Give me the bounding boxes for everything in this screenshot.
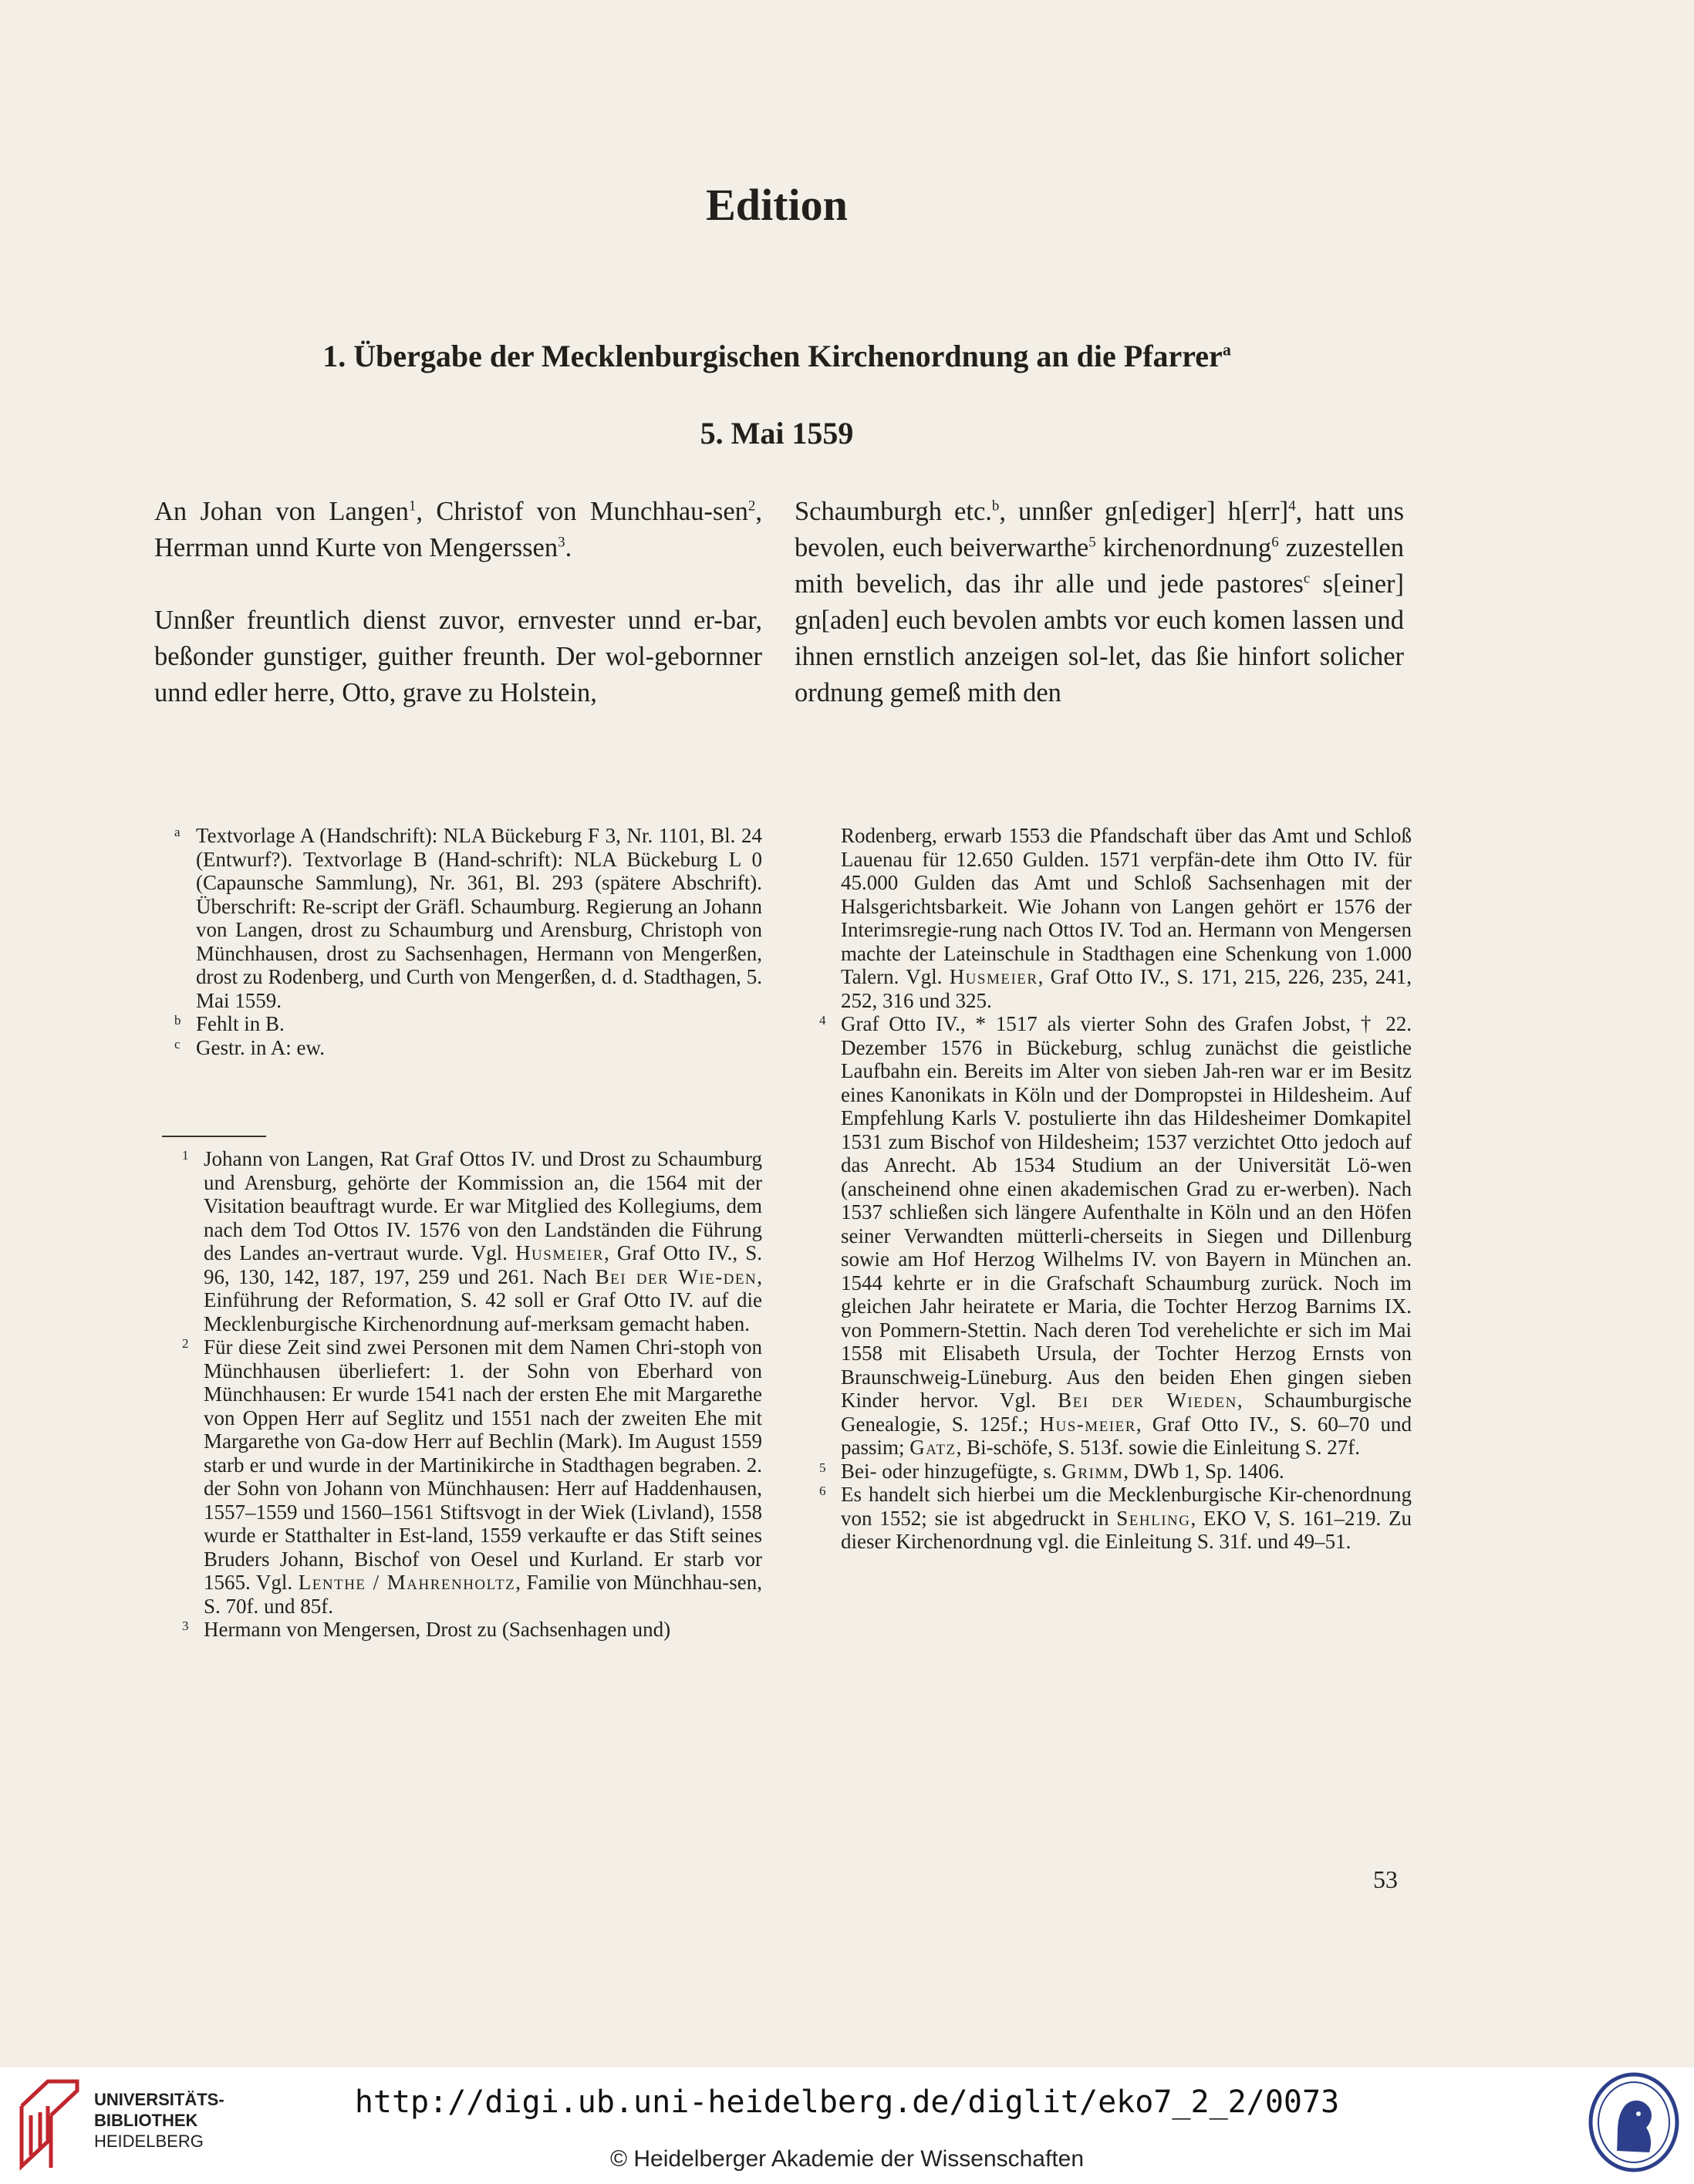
body-part: Schaumburgh etc. <box>795 497 992 526</box>
footnote-text: Bei- oder hinzugefügte, s. <box>841 1459 1057 1483</box>
footnote-1 <box>182 1147 762 1335</box>
footnote-5 <box>819 1460 1412 1484</box>
footnote-b <box>174 1012 762 1036</box>
body-part: kirchenordnung <box>1095 533 1272 562</box>
footnote-c <box>174 1036 762 1060</box>
footnote-2 <box>182 1335 762 1618</box>
body-part: s[einer] gn[aden] euch bevolen ambts vor euch komen lassen und ihnen ernstlich anzeigen sol-let, das ßie hinfort solicher ordnung gemeß mith den <box>795 569 1404 707</box>
footnote-text: Es handelt sich hierbei um die Mecklenburgische Kir-chenordnung von 1552; sie ist abgedruckt in <box>841 1483 1412 1530</box>
address-part: , Herrman unnd Kurte von Mengerssen <box>154 497 762 562</box>
section-title <box>0 338 1554 374</box>
footnote-ref: 4 <box>1288 498 1296 515</box>
footnote-divider <box>162 1136 266 1137</box>
author-name: Gatz <box>909 1436 957 1459</box>
footnote-text: Johann von Langen, Rat Graf Ottos IV. und Drost zu Schaumburg und Arensburg, gehörte der Kommission an, die 1564 mit der Visitation beauftragt wurde. Er war Mitglied des Kollegiums, dem nach dem Tod Ottos IV. 1576 von den Landständen die Führung des Landes an-vertraut wurde. Vgl. <box>204 1147 762 1264</box>
document-date: 5. Mai 1559 <box>700 416 854 451</box>
footnote-mark: a <box>174 825 181 839</box>
academy-seal[interactable] <box>1588 2072 1680 2172</box>
footnote-ref: 3 <box>558 534 565 551</box>
permalink-url[interactable]: http://digi.ub.uni-heidelberg.de/diglit/eko7_2_2/0073 <box>354 2084 1340 2120</box>
footnotes-right-column <box>819 824 1412 1554</box>
author-name: Sehling <box>1116 1506 1191 1530</box>
author-name: Husmeier <box>949 965 1038 988</box>
body-part: , hatt uns bevolen, euch beiverwarthe <box>795 497 1404 562</box>
section-title-text: 1. Übergabe der Mecklenburgischen Kirchenordnung an die Pfarrer <box>322 339 1223 373</box>
page-title: Edition <box>706 180 848 230</box>
copyright-notice: © Heidelberger Akademie der Wissenschaften <box>609 2146 1085 2172</box>
address-part: An Johan von Langen <box>154 497 409 526</box>
footnote-text: , Schaumburgische Genealogie, S. 125f.; <box>841 1389 1412 1436</box>
footnote-text: Hermann von Mengersen, Drost zu (Sachsenhagen und) <box>204 1618 671 1641</box>
footnote-a <box>174 824 762 1012</box>
library-name-line: UNIVERSITÄTS- <box>94 2090 224 2109</box>
address-line <box>154 494 762 566</box>
footnote-6 <box>819 1483 1412 1554</box>
footnote-ref: c <box>1303 570 1311 587</box>
footnote-text: , Bi-schöfe, S. 513f. sowie die Einleitung S. 27f. <box>956 1436 1361 1459</box>
body-part: , unnßer gn[ediger] h[err] <box>999 497 1289 526</box>
footnote-text: Gestr. in A: ew. <box>196 1035 325 1059</box>
library-name-line: HEIDELBERG <box>94 2132 204 2151</box>
footnote-mark: 4 <box>819 1013 826 1028</box>
author-name: Lenthe / Mahrenholtz <box>298 1571 516 1594</box>
footnote-mark: 6 <box>819 1484 826 1498</box>
footnote-ref: 5 <box>1088 534 1096 551</box>
footnote-text: Textvorlage A (Handschrift): NLA Bückeburg F 3, Nr. 1101, Bl. 24 (Entwurf?). Textvorlage B (Hand-schrift): NLA Bückeburg L 0 (Capaunsche Sammlung), Nr. 361, Bl. 293 (spätere Abschrift). Überschrift: Re-script der Gräfl. Schaumburg. Regierung an Johann von Langen, drost zu Schaumburg und Arensburg, Christoph von Münchhausen, drost zu Sachsenhagen, Hermann von Mengerßen, drost zu Rodenberg, und Curth von Mengerßen, d. d. Stadthagen, 5. Mai 1559. <box>196 824 762 1012</box>
footnote-text: , Einführung der Reformation, S. 42 soll er Graf Otto IV. auf die Mecklenburgische Kirchenordnung auf-merksam gemacht haben. <box>204 1264 762 1335</box>
footnote-ref: b <box>991 498 1000 515</box>
letter-paragraph: Unnßer freuntlich dienst zuvor, ernvester unnd er-bar, beßonder gunstiger, guither freunth. Der wol-gebornner unnd edler herre, Otto, grave zu Holstein, <box>154 606 762 707</box>
footnote-mark: 2 <box>182 1336 189 1351</box>
footnote-3 <box>182 1618 762 1642</box>
footnote-text: , Familie von Münchhau-sen, S. 70f. und 85f. <box>204 1571 763 1618</box>
body-part: zuzestellen mith bevelich, das ihr alle und jede pastores <box>795 533 1404 599</box>
author-name: Bei der Wieden <box>1058 1389 1237 1412</box>
footnote-text: Graf Otto IV., * 1517 als vierter Sohn des Grafen Jobst, † 22. Dezember 1576 in Bückeburg, schlug zunächst die geistliche Laufbahn ein. Bereits im Alter von sieben Jah-ren war er im Besitz eines Kanonikats in Köln und der Dompropstei in Hildesheim. Auf Empfehlung Karls V. postulierte ihn das Hildesheimer Domkapitel 1531 zum Bischof von Hildesheim; 1537 verzichtet Otto jedoch auf das Anrecht. Ab 1534 Studium an der Universität Lö-wen (anscheinend ohne einen akademischen Grad zu er-werben). Nach 1537 schließen sich längere Aufenthalte in Köln und an den Höfen seiner Verwandten mütterli-cherseits in Siegen und Dillenburg sowie am Hof Herzog Wilhelms IV. von Bayern in München an. 1544 kehrte er in die Grafschaft Schaumburg zurück. Noch im gleichen Jahr heiratete er Maria, die Tochter Herzog Barnims IX. von Pommern-Stettin. Nach deren Tod verehelichte er sich im Mai 1558 mit Elisabeth Ursula, der Tochter Herzog Ernsts von Braunschweig-Lüneburg. Aus den beiden Ehen gingen sieben Kinder hervor. Vgl. <box>841 1012 1412 1412</box>
section-footnote-mark: a <box>1222 339 1231 359</box>
address-part: . <box>565 533 572 562</box>
show-through-text <box>586 93 593 122</box>
page-number: 53 <box>1373 1865 1398 1893</box>
footnotes-left-numbered <box>182 1147 762 1642</box>
body-left-column <box>154 494 762 711</box>
footnote-text: Rodenberg, erwarb 1553 die Pfandschaft über das Amt und Schloß Lauenau für 12.650 Gulden. 1571 verpfän-dete ihm Otto IV. für 45.000 Gulden das Amt und Schloß Sachsenhagen mit der Halsgerichtsbarkeit. Wie Johann von Langen gehört er 1576 der Interimsregie-rung nach Ottos IV. Tod an. Hermann von Mengersen machte der Lateinschule in Stadthagen eine Schenkung von 1.000 Talern. Vgl. <box>841 824 1412 988</box>
footnotes-left-column <box>174 824 762 1059</box>
body-right-column <box>795 494 1404 711</box>
footnote-text: , DWb 1, Sp. 1406. <box>1123 1459 1284 1483</box>
footnote-4 <box>819 1012 1412 1460</box>
author-name: Husmeier <box>515 1241 604 1264</box>
author-name: Hus-meier <box>1039 1412 1136 1436</box>
footnote-mark: c <box>174 1036 181 1051</box>
footnote-3-continued <box>819 824 1412 1012</box>
author-name: Bei der Wie-den <box>595 1264 758 1288</box>
footnote-text: , Graf Otto IV., S. 171, 215, 226, 235, 241, 252, 316 und 325. <box>841 965 1412 1012</box>
footnote-mark: 3 <box>182 1619 189 1633</box>
footnote-text: , Graf Otto IV., S. 96, 130, 142, 187, 197, 259 und 261. Nach <box>204 1241 763 1288</box>
footnote-mark: b <box>174 1013 181 1028</box>
footnote-ref: 1 <box>408 498 417 515</box>
footnote-text: Fehlt in B. <box>196 1012 285 1035</box>
author-name: Grimm <box>1061 1459 1124 1483</box>
letter-paragraph-continued <box>795 494 1404 711</box>
library-name-line: BIBLIOTHEK <box>94 2111 198 2130</box>
footnote-text: , EKO V, S. 161–219. Zu dieser Kirchenordnung vgl. die Einleitung S. 31f. und 49–51. <box>841 1506 1412 1553</box>
address-part: , Christof von Munchhau-sen <box>416 497 748 526</box>
footnote-ref: 2 <box>747 498 756 515</box>
footnote-mark: 5 <box>819 1460 826 1475</box>
footnote-mark: 1 <box>182 1148 189 1163</box>
footnote-ref: 6 <box>1271 534 1279 551</box>
academy-seal-icon <box>1588 2072 1680 2172</box>
footnote-text: , Graf Otto IV., S. 60–70 und passim; <box>841 1412 1412 1459</box>
footnote-text: Für diese Zeit sind zwei Personen mit dem Namen Chri-stoph von Münchhausen überliefert: 1. der Sohn von Eberhard von Münchhausen: Er wurde 1541 nach der ersten Ehe mit Margarethe von Oppen Herr auf Seglitz und 1551 nach der zweiten Ehe mit Margarethe von Ga-dow Herr auf Bechlin (Mark). Im August 1559 starb er und wurde in der Martinikirche in Stadthagen begraben. 2. der Sohn von Johann von Münchhausen: Herr auf Haddenhausen, 1557–1559 und 1560–1561 Stiftsvogt in der Wiek (Livland), 1558 wurde er Statthalter in Est-land, 1559 verkaufte er das Stift seines Bruders Johann, Bischof von Oesel und Kurland. Er starb vor 1565. Vgl. <box>204 1335 762 1594</box>
